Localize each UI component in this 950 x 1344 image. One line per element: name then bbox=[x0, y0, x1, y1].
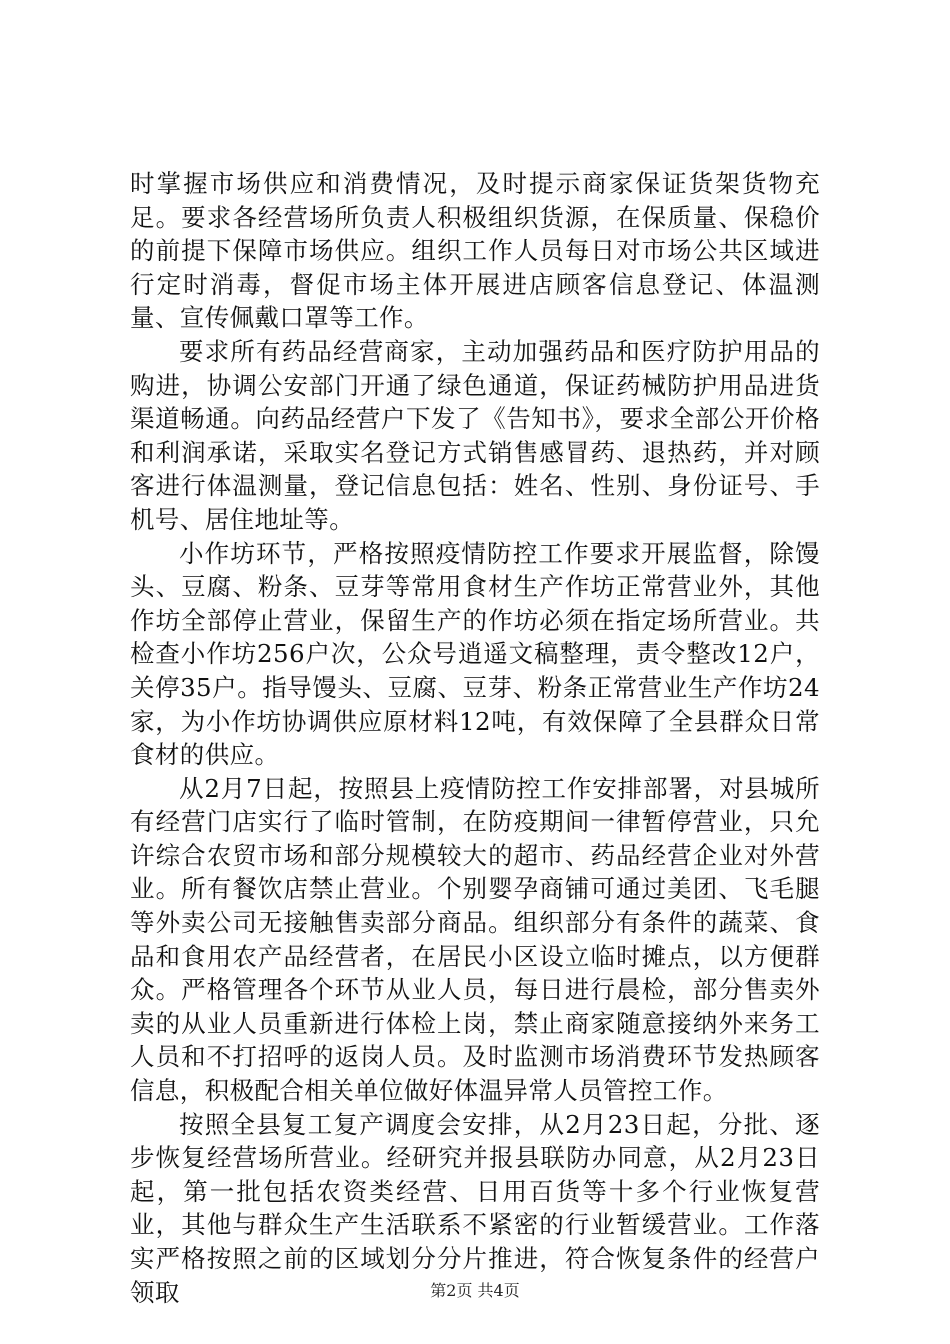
paragraph-1: 时掌握市场供应和消费情况，及时提示商家保证货架货物充足。要求各经营场所负责人积极组织货源，在保质量、保稳价的前提下保障市场供应。组织工作人员每日对市场公共区域进行定时消毒，督促市场主体开展进店顾客信息登记、体温测量、宣传佩戴口罩等工作。 bbox=[130, 169, 820, 333]
paragraph-5: 按照全县复工复产调度会安排，从2月23日起，分批、逐步恢复经营场所营业。经研究并报县联防办同意，从2月23日起，第一批包括农资类经营、日用百货等十多个行业恢复营业，其他与群众生产生活联系不紧密的行业暂缓营业。工作落实严格按照之前的区域划分分片推进，符合恢复条件的经营户领取 bbox=[130, 1109, 820, 1307]
paragraph-2: 要求所有药品经营商家，主动加强药品和医疗防护用品的购进，协调公安部门开通了绿色通道，保证药械防护用品进货渠道畅通。向药品经营户下发了《告知书》，要求全部公开价格和利润承诺，采取实名登记方式销售感冒药、退热药，并对顾客进行体温测量，登记信息包括：姓名、性别、身份证号、手机号、居住地址等。 bbox=[130, 336, 820, 534]
page-number-footer: 第2页 共4页 bbox=[430, 1281, 520, 1300]
paragraph-4: 从2月7日起，按照县上疫情防控工作安排部署，对县城所有经营门店实行了临时管制，在防疫期间一律暂停营业，只允许综合农贸市场和部分规模较大的超市、药品经营企业对外营业。所有餐饮店禁止营业。个别婴孕商铺可通过美团、飞毛腿等外卖公司无接触售卖部分商品。组织部分有条件的蔬菜、食品和食用农产品经营者，在居民小区设立临时摊点，以方便群众。严格管理各个环节从业人员，每日进行晨检，部分售卖外卖的从业人员重新进行体检上岗，禁止商家随意接纳外来务工人员和不打招呼的返岗人员。及时监测市场消费环节发热顾客信息，积极配合相关单位做好体温异常人员管控工作。 bbox=[130, 773, 820, 1106]
document-body bbox=[130, 167, 820, 1309]
paragraph-3: 小作坊环节，严格按照疫情防控工作要求开展监督，除馒头、豆腐、粉条、豆芽等常用食材生产作坊正常营业外，其他作坊全部停止营业，保留生产的作坊必须在指定场所营业。共检查小作坊256户次，公众号逍遥文稿整理，责令整改12户，关停35户。指导馒头、豆腐、豆芽、粉条正常营业生产作坊24家，为小作坊协调供应原材料12吨，有效保障了全县群众日常食材的供应。 bbox=[130, 538, 820, 770]
